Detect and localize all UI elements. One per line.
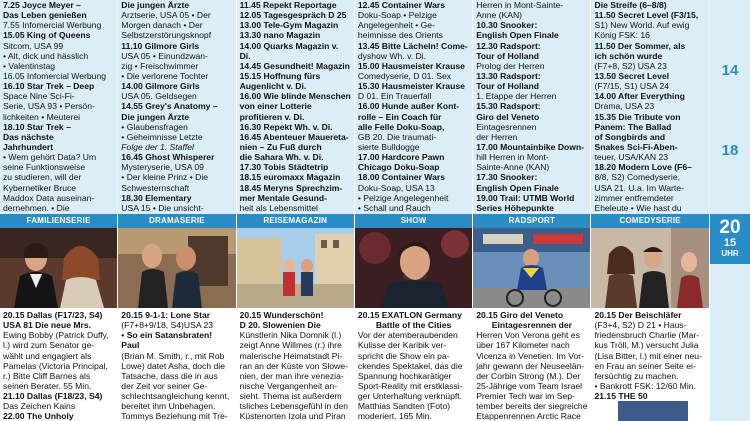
listing-line: Angelegenheit • Ge- [357,20,435,31]
listing-line: 11.45 Repekt Reportage [239,0,337,10]
primetime-listing [473,308,590,421]
listing-line: ger Unterhaltung verknüpft. [357,391,463,402]
listing-line: Sitcom, USA 99 [3,40,64,51]
primetime-listing [237,308,354,421]
listing-line: 12.45 Container Wars [357,0,445,10]
listing-line: Jahrhundert [3,141,54,152]
listing-line: Vicenza in Venetien. Im Vor- [476,350,584,361]
listing-line: 20.15 9-1-1: Lone Star [121,310,211,320]
listing-line: 7.25 Joyce Meyer – [3,0,81,10]
listing-line: mer Mentale Gesund- [239,192,327,203]
category-banner: RADSPORT [473,214,590,228]
listing-line: 20.15 EXATLON Germany [357,310,462,320]
listing-line: Ewing Bobby (Patrick Duffy, [3,330,109,341]
hour-marker-18: 18 [721,142,739,159]
lone-star-still-image [118,228,235,308]
listing-line: Küstenorten Izola und Piran [239,411,346,421]
listing-line: 15.00 Hausmeister Krause [357,60,465,71]
listing-line: Mysteryserie, USA 09 [121,162,204,173]
listing-line: Lowe) datet Asha, doch die [121,360,225,371]
listing-line: USA 05 • Einundzwan- [121,50,208,61]
listing-line: 15.05 King of Queens [3,30,91,41]
channel-column-5 [473,0,591,421]
listing-line: Künstlerin Nika Domnik (l.) [239,330,342,341]
listing-line: nien, der man ihre venezia- [239,370,344,381]
listing-line: 18.45 Meryns Sprechzim- [239,182,343,193]
the-50-thumbnail [618,401,688,421]
listing-line: 13.30 nano Magazin [239,30,321,41]
listing-line: 13.30 Radsport: [476,70,541,81]
listing-line: Morgen danach • Der [121,20,203,31]
listing-line: 15.30 Hausmeister Krause [357,81,465,92]
listing-line: 18.00 Container Wars [357,172,445,183]
wunderschoen-still-image [237,228,354,308]
category-banner: DRAMASERIE [118,214,235,228]
listing-line: Sport-Reality mit erstklassi- [357,380,463,391]
listing-line: Kulisse der Karibik ver- [357,340,447,351]
listing-line: ckendes Spektakel, das die [357,360,463,371]
listing-line: (F7+8, S2) USA 23 [594,60,667,71]
listing-line: • Wem gehört Data? Um [3,152,97,163]
listing-line: heit als Lebensmittel [239,202,318,213]
channel-column-1 [0,0,118,421]
listing-line: 13.50 Secret Level [594,70,670,81]
listing-line: English Open Finale [476,30,559,41]
listing-line: der Herren [476,131,518,142]
listing-line: Chicago Doku-Soap [357,162,440,173]
listing-line: Die jungen Ärzte [121,111,190,122]
listing-line: ran an der Küste von Slowe- [239,360,349,371]
listing-line: nien – Zu Fuß durch [239,141,322,152]
listing-line: die Sahara Wh. v. Di. [239,152,324,163]
listing-line: Snakes Sci-Fi-Aben- [594,141,678,152]
listing-line: Augenlicht v. Di. [239,81,307,92]
listing-line: 20.15 Giro del Veneto [476,310,564,320]
listing-line: 16.45 Abenteuer Mauereta- [239,131,349,142]
listing-line: friedensbruch Charlie (Mar- [594,330,700,341]
listing-line: 21.15 THE 50 [594,391,648,402]
listing-line: seinen Berater. 55 Min. [3,380,92,391]
listing-line: Das Leben genießen [3,10,87,21]
listing-line: (F7+8+9/18, S4)USA 23 [121,320,214,331]
listing-line: Eheleute • Wie hast du [594,202,682,213]
listing-line: 11.50 Der Sommer, als [594,40,686,51]
listing-line: Herren Von Verona geht es [476,330,580,341]
listing-line: tsliches Lebensgefühl in den [239,401,349,412]
hour-marker-14: 14 [721,62,739,79]
listing-line: Doku-Soap • Pelzige [357,10,437,21]
beischlaefer-still-image [591,228,708,308]
listing-line: GB 20. Die traumati- [357,131,437,142]
listing-line: von einer Lotterie [239,101,312,112]
listing-line: Spannung hochkarätiger [357,370,452,381]
listing-line: • Glaubensfragen [121,121,188,132]
listing-line: 15.30 Radsport: [476,101,541,112]
daytime-listing [355,0,472,214]
category-banner: REISEMAGAZIN [237,214,354,228]
listing-line: 17.00 Hardcore Pawn [357,152,445,163]
listing-line: Eintagesrennen [476,121,537,132]
listing-line: profitieren v. Di. [239,111,305,122]
listing-line: spricht die Show ein pa- [357,350,450,361]
listing-line: 14.00 Gilmore Girls [121,81,200,92]
listing-line: Eintagesrennen der [491,320,572,331]
listing-line: Tour of Holland [476,81,540,92]
listing-line: Giro del Veneto [476,111,540,122]
listing-line: • Pelzige Angelegenheit [357,192,449,203]
cycling-race-image [473,228,590,308]
listing-line: zig • Freischwimmer [121,60,199,71]
listing-line: 19.00 Trail: UTMB World [476,192,575,203]
listing-line: 14.55 Grey's Anatomy – [121,101,218,112]
listing-line: teuer, USA/KAN 23 [594,152,669,163]
listing-line: 11.10 Gilmore Girls [121,40,200,51]
listing-line: (Brian M. Smith, r., mit Rob [121,350,225,361]
listing-line: 16.00 Wie blinde Menschen [239,91,351,102]
program-photo [118,228,235,308]
listing-line: Matthias Sandten (Foto) [357,401,451,412]
listing-line: D 01. Ein Trauerfall [357,91,432,102]
listing-line: Doku-Soap, USA 13 [357,182,435,193]
listing-line: • Geheimnisse Letzte [121,131,203,142]
listing-line: 12.30 Radsport: [476,40,541,51]
listing-line: Battle of the Cities [375,320,452,331]
listing-line: en Frau an seiner Seite ei- [594,360,696,371]
program-photo [473,228,590,308]
listing-line: dyshow Wh. v. Di. [357,50,427,61]
listing-line: nische Vergangenheit an- [239,380,338,391]
daytime-listing [237,0,354,214]
listing-line: Tour of Holland [476,50,540,61]
listing-line: D 20. Slowenien Die [239,320,321,331]
listing-line: Drama, USA 23 [594,101,655,112]
listing-line: fersüchtig zu machen. [594,370,679,381]
listing-line: Die jungen Ärzte [121,0,190,10]
listing-line: hill Herren in Mont- [476,152,549,163]
time-rail [710,0,750,421]
listing-line: malerische Heimatstadt Pi- [239,350,343,361]
listing-line: 22.00 The Unholy [3,411,74,421]
listing-line: Etappenrennen Arctic Race [476,411,581,421]
daytime-listing [0,0,117,214]
listing-line: USA 05. Geldsegen [121,91,197,102]
listing-line: sierte Bulldogge [357,141,420,152]
listing-line: wählt und engagiert als [3,350,92,361]
channel-column-6 [591,0,709,421]
listing-line: Selbstzerstörungsknopf [121,30,212,41]
listing-line: 17.30 Tobis Städtetrip [239,162,329,173]
listing-line: 10.30 Snooker: [476,20,538,31]
listing-line: Anne (KAN) [476,10,523,21]
daytime-listing [473,0,590,214]
listing-line: USA 81 Die neue Mrs. [3,320,92,331]
listing-line: 16.10 Star Trek – Deep [3,81,95,92]
listing-line: zeigt Anne Willmes (r.) ihre [239,340,342,351]
listing-line: 18.30 Elementary [121,192,192,203]
listing-line: Vor der atemberaubenden [357,330,458,341]
listing-line: Kybernetiker Bruce [3,182,77,193]
listing-line: 17.30 Snooker: [476,172,538,183]
listing-line: seine Funktionsweise [3,162,86,173]
listing-line: Das Zeichen Kains [3,401,76,412]
listing-line: USA 21. U.a. Im Warte- [594,182,684,193]
listing-line: jahr gewann der Neuseelän- [476,360,585,371]
listing-line: 15.15 Hoffnung fürs [239,70,321,81]
channel-column-4 [355,0,473,421]
primetime-listing [0,308,117,421]
listing-line: of Songbirds and [594,131,666,142]
listing-line: l.) wird zum Senator ge- [3,340,95,351]
listing-line: Premier Tech war im Sep- [476,391,575,402]
primetime-listing [591,308,708,421]
listing-line: alle Felle Doku-Soap, [357,121,445,132]
listing-line: Maddox Data auseinan- [3,192,95,203]
listing-line: Schwesternschaft [121,182,190,193]
listing-line: • Bankrott FSK: 12/60 Min. [594,380,696,391]
listing-line: Die Streife (6–8/8) [594,0,667,10]
listing-line: schlechtsangleichung kennt, [121,391,230,402]
listing-line: sieht. Thema ist außerdem [239,391,342,402]
listing-line: 15.35 Die Tribute von [594,111,681,122]
listing-line: der Zeit vor seiner Ge- [121,380,208,391]
program-photo [237,228,354,308]
listing-line: Prolog der Herren [476,60,545,71]
listing-line: rolle – Ein Coach für [357,111,442,122]
listing-line: ich schön wurde [594,50,663,61]
listing-line: 12.05 Tagesgespräch D 25 [239,10,347,21]
listing-line: dernehmen. • Die [3,202,70,213]
listing-line: USA 15 • Die unsicht- [121,202,204,213]
listing-line: 25-Jährige vom Team Israel [476,380,583,391]
listing-line: lichkeiten • Meuterei [3,111,81,122]
listing-line: Folge der 1. Staffel [121,141,194,152]
listing-line: 14.00 After Everything [594,91,685,102]
listing-line: Space Nine Sci-Fi- [3,91,75,102]
listing-line: Panem: The Ballad [594,121,672,132]
program-photo [591,228,708,308]
listing-line: 16.30 Repekt Wh. v. Di. [239,121,333,132]
listing-line: • Alt, dick und hässlich [3,50,89,61]
primetime-listing [355,308,472,421]
daytime-listing [118,0,235,214]
listing-line: bereitet ihm Unbehagen. [121,401,216,412]
dallas-still-image [0,228,117,308]
listing-line: 20.15 Dallas (F17/23, S4) [3,310,103,320]
listing-line: 18.10 Star Trek – [3,121,71,132]
daytime-listing [591,0,708,214]
listing-line: 14.00 Quarks Magazin v. Di. [239,40,339,61]
listing-line: Comedyserie, D 01. Sex [357,70,452,81]
listing-line: moderiert. 165 Min. [357,411,432,421]
listing-line: English Open Finale [476,182,559,193]
listing-line: 13.45 Bitte Lächeln! Come- [357,40,468,51]
primetime-listing [118,308,235,421]
listing-line: 14.45 Gesundheit! Magazin [239,60,350,71]
channel-column-2 [118,0,236,421]
category-banner: FAMILIENSERIE [0,214,117,228]
listing-line: 16.05 Infomercial Werbung [3,70,107,81]
listing-line: über 167 Kilometer nach [476,340,570,351]
listing-line: zimmer entfremdeter [594,192,674,203]
category-banner: SHOW [355,214,472,228]
listing-line: (F7/15, S1) USA 24 [594,81,669,92]
listing-line: Series Höhepunkte [476,202,555,213]
program-photo [0,228,117,308]
listing-line: heimnisse des Orients [357,30,443,41]
primetime-minute: 15 [723,237,737,249]
listing-line: 16.45 Ghost Whisperer [121,152,215,163]
primetime-marker [710,214,750,264]
listing-line: 21.10 Dallas (F18/23, S4) [3,391,103,402]
listing-line: 20.15 Der Beischläfer [594,310,682,320]
listing-line: Das nächste [3,131,54,142]
program-photo [355,228,472,308]
listing-line: r.) Bitte Cliff Barnes als [3,370,91,381]
listing-line: kus Tröll, M.) versucht Julia [594,340,699,351]
listing-line: Tommys Beziehung mit Tre- [121,411,228,421]
listing-line: 18.20 Modern Love (F6– [594,162,692,173]
primetime-unit: UHR [721,249,739,258]
primetime-hour: 20 [719,217,741,238]
listing-line: • So ein Satansbraten! Paul [121,330,213,351]
listing-line: 16.00 Hunde außer Kont- [357,101,460,112]
listing-line: • Valentinstag [3,60,56,71]
listing-line: Pamelas (Victoria Principal, [3,360,108,371]
listing-line: 18.15 euromaxx Magazin [239,172,341,183]
listing-line: (Lisa Bitter, l.) mit einer neu- [594,350,702,361]
listing-line: Arztserie, USA 05 • Der [121,10,211,21]
listing-line: Tatsache, dass die in aus [121,370,218,381]
listing-line: 7.55 Infomercial Werbung [3,20,102,31]
listing-line: 1. Etappe der Herren [476,91,557,102]
listing-line: (F3+4, S2) D 21 • Haus- [594,320,687,331]
listing-line: Serie, USA 93 • Persön- [3,101,95,112]
listing-line: S1) New World. Auf ewig König FSK: 16 [594,20,690,41]
listing-line: zu studieren, will der [3,172,82,183]
listing-line: 8/8, S2) Comedyserie, [594,172,680,183]
listing-line: Herren in Mont-Sainte- [476,0,564,10]
listing-line: 11.50 Secret Level (F3/15, [594,10,699,21]
listing-line: 13.00 Tele-Gym Magazin [239,20,339,31]
listing-line: • Schall und Rauch [357,202,431,213]
category-banner: COMEDYSERIE [591,214,708,228]
listing-line: • Der kleine Prinz • Die [121,172,209,183]
listing-line: • Die verlorene Tochter [121,70,209,81]
channel-column-3 [237,0,355,421]
listing-line: tember bereits der siegreiche [476,401,588,412]
listing-line: Sainte-Anne (KAN) [476,162,550,173]
exatlon-host-image [355,228,472,308]
listing-line: 20.15 Wunderschön! [239,310,324,320]
listing-line: 17.00 Mountainbike Down- [476,141,585,152]
listing-line: der Corbin Strong (M.). Der [476,370,581,381]
